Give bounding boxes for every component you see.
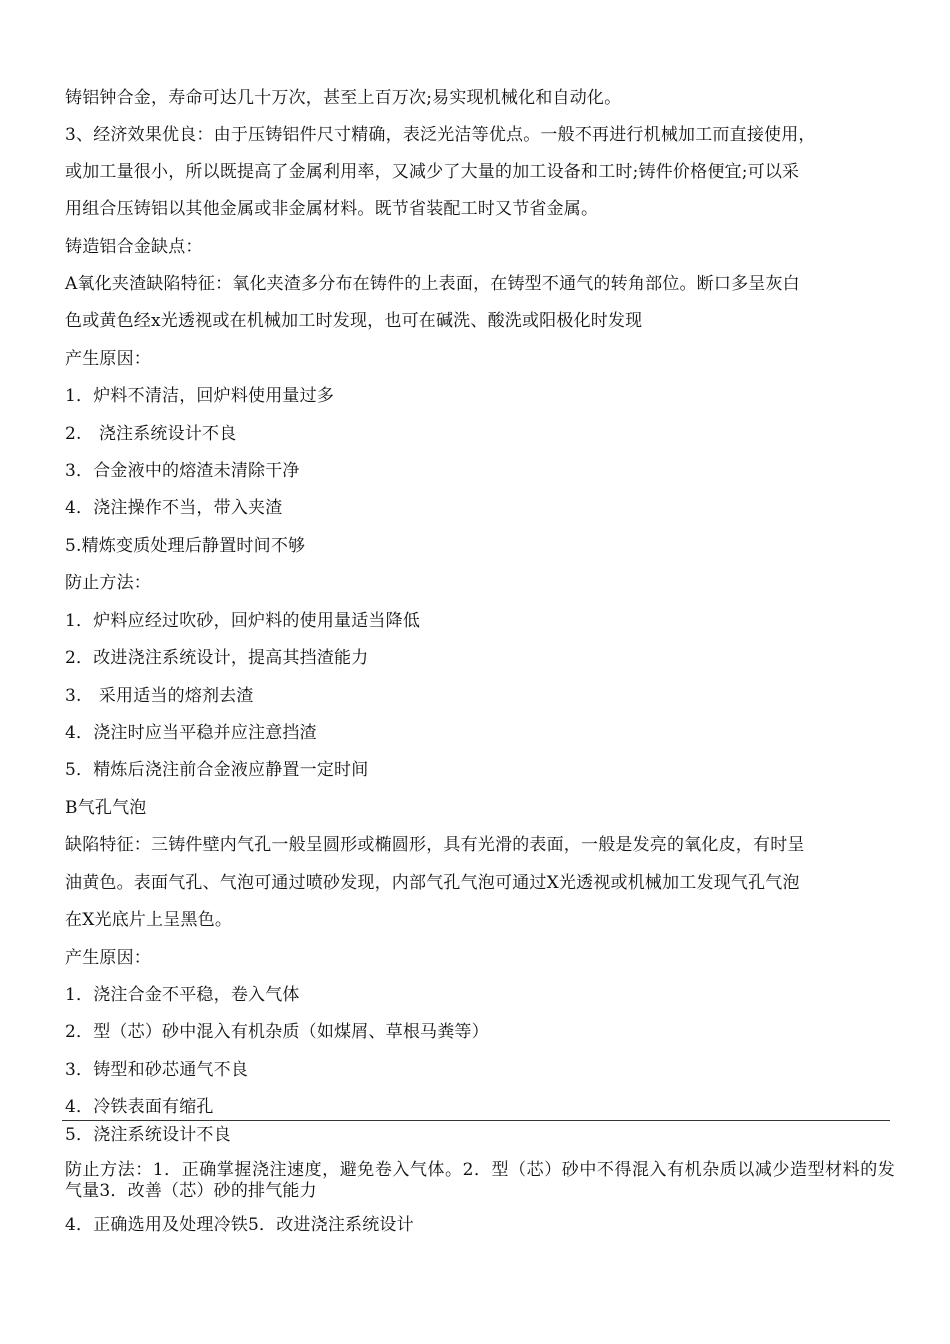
text-line-6: A氧化夹渣缺陷特征：氧化夹渣多分布在铸件的上表面，在铸型不通气的转角部位。断口多呈灰白 — [65, 274, 800, 294]
subheading-causes-b: 产生原因： — [65, 948, 151, 968]
list-item-cause-b4: 4．冷铁表面有缩孔 — [65, 1097, 214, 1117]
subheading-prevention-a: 防止方法： — [65, 573, 151, 593]
list-item-cause-a3: 3．合金液中的熔渣未清除干净 — [65, 461, 300, 481]
text-line-7: 色或黄色经x光透视或在机械加工时发现，也可在碱洗、酸洗或阳极化时发现 — [65, 311, 643, 331]
list-item-cause-a4: 4．浇注操作不当，带入夹渣 — [65, 498, 283, 518]
list-item-cause-a5: 5.精炼变质处理后静置时间不够 — [65, 536, 306, 556]
list-item-prevention-a5: 5．精炼后浇注前合金液应静置一定时间 — [65, 760, 369, 780]
list-item-cause-b3: 3．铸型和砂芯通气不良 — [65, 1060, 249, 1080]
prevention-paragraph-b: 防止方法：1．正确掌握浇注速度，避免卷入气体。2．型（芯）砂中不得混入有机杂质以减少造型材料的发气量3．改善（芯）砂的排气能力 — [65, 1160, 895, 1201]
text-line-4: 用组合压铸铝以其他金属或非金属材料。既节省装配工时又节省金属。 — [65, 199, 599, 219]
list-item-cause-a2: 2. 浇注系统设计不良 — [65, 424, 237, 444]
list-item-cause-a1: 1．炉料不清洁，回炉料使用量过多 — [65, 386, 335, 406]
text-line-21: 缺陷特征：三铸件壁内气孔一般呈圆形或椭圆形，具有光滑的表面，一般是发亮的氧化皮，有时呈 — [65, 835, 805, 855]
list-item-prevention-a4: 4．浇注时应当平稳并应注意挡渣 — [65, 723, 317, 743]
list-item-prevention-a1: 1．炉料应经过吹砂，回炉料的使用量适当降低 — [65, 611, 421, 631]
list-item-cause-b1: 1．浇注合金不平稳，卷入气体 — [65, 985, 300, 1005]
text-line-31: 4．正确选用及处理冷铁5．改进浇注系统设计 — [65, 1215, 414, 1235]
list-item-prevention-a3: 3. 采用适当的熔剂去渣 — [65, 686, 254, 706]
list-item-cause-b5: 5．浇注系统设计不良 — [65, 1125, 231, 1145]
text-line-1: 铸铝钟合金，寿命可达几十万次，甚至上百万次;易实现机械化和自动化。 — [65, 88, 622, 108]
horizontal-rule — [62, 1120, 890, 1121]
text-line-23: 在X光底片上呈黑色。 — [65, 910, 233, 930]
text-line-2: 3、经济效果优良：由于压铸铝件尺寸精确，表泛光洁等优点。一般不再进行机械加工而直接使用， — [65, 125, 816, 145]
text-line-22: 油黄色。表面气孔、气泡可通过喷砂发现，内部气孔气泡可通过X光透视或机械加工发现气孔气泡 — [65, 873, 800, 893]
section-heading-disadvantages: 铸造铝合金缺点： — [65, 237, 203, 257]
list-item-cause-b2: 2．型（芯）砂中混入有机杂质（如煤屑、草根马粪等） — [65, 1022, 489, 1042]
list-item-prevention-a2: 2．改进浇注系统设计，提高其挡渣能力 — [65, 648, 369, 668]
section-heading-b: B气孔气泡 — [65, 798, 147, 818]
text-line-3: 或加工量很小，所以既提高了金属利用率，又减少了大量的加工设备和工时;铸件价格便宜;可以采 — [65, 162, 800, 182]
subheading-causes-a: 产生原因： — [65, 349, 151, 369]
